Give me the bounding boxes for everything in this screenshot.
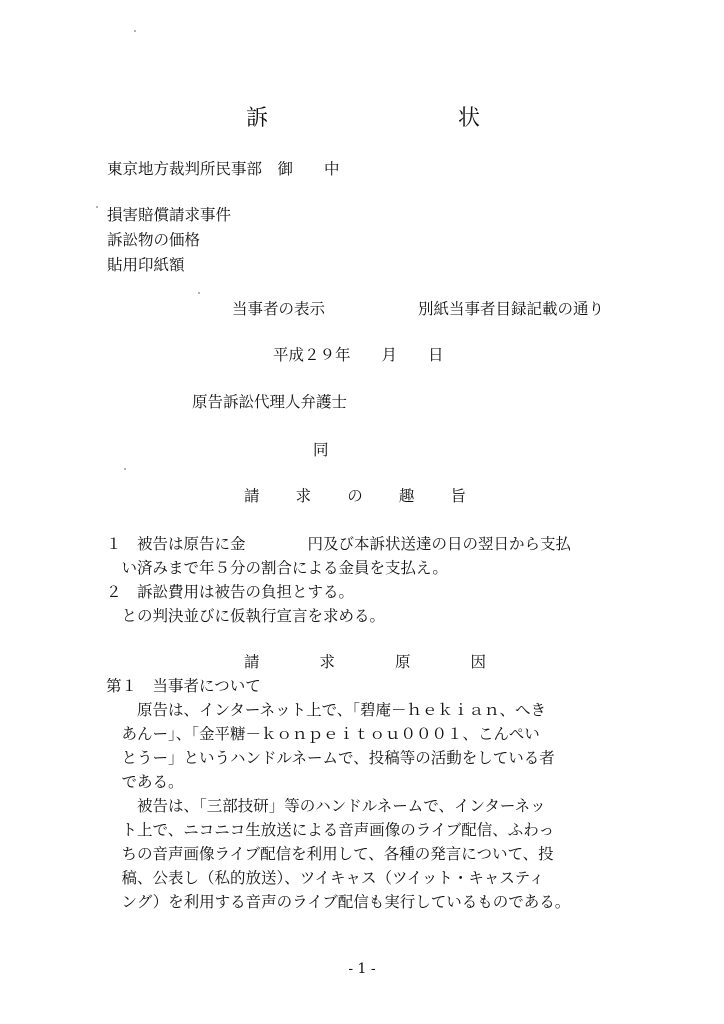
heading-char: 原 [394,653,411,671]
claim-value-label: 訴訟物の価格 [107,231,201,249]
heading-char: 請 [244,487,260,505]
heading-char: 求 [295,487,312,505]
parties-label: 当事者の表示 [232,300,326,318]
heading-char: 旨 [450,487,466,505]
heading-char: の [347,487,363,505]
attorney-label: 原告訴訟代理人弁護士 [192,393,348,411]
case-name: 損害賠償請求事件 [107,206,232,224]
cause-line: ト上で、ニコニコ生放送による音声画像のライブ配信、ふわっ [106,821,555,839]
heading-char: 求 [319,653,335,671]
scan-speck [96,206,98,208]
stamp-fee-label: 貼用印紙額 [107,256,185,274]
heading-char: 請 [244,653,260,671]
scan-speck [198,292,200,294]
purpose-line: い済みまで年５分の割合による金員を支払え。 [106,559,448,577]
cause-line: あんー」、「金平糖－ｋｏｎｐｅｉｔｏｕ０００１、こんぺい [106,725,540,743]
title-char-left: 訴 [246,106,269,131]
title-char-right: 状 [458,106,481,131]
parties-value: 別紙当事者目録記載の通り [418,300,605,318]
purpose-line: １ 被告は原告に金 円及び本訴状送達の日の翌日から支払 [106,535,572,553]
attorney-same: 同 [313,441,329,459]
cause-line: とうー」というハンドルネームで、投稿等の活動をしている者 [106,749,555,767]
heading-claim-purpose [244,489,466,505]
purpose-line: ２ 訴訟費用は被告の負担とする。 [106,583,355,601]
cause-line: ング）を利用する音声のライブ配信も実行しているものである。 [106,893,571,911]
heading-char: 因 [470,653,486,671]
scan-speck [134,30,136,32]
cause-line: ちの音声画像ライブ配信を利用して、各種の発言について、投 [106,845,554,863]
cause-heading: 第１ 当事者について [106,677,261,695]
heading-claim-cause [244,655,486,671]
filing-date: 平成２９年 月 日 [273,346,444,364]
document-title [0,108,724,136]
heading-char: 趣 [398,487,415,505]
cause-line: 被告は、「三部技研」等のハンドルネームで、インターネッ [106,797,546,815]
scan-speck [124,468,126,470]
cause-line: である。 [106,773,184,791]
court-addressee: 東京地方裁判所民事部 御 中 [107,160,340,178]
page-number: - 1 - [348,961,376,977]
cause-line: 原告は、インターネット上で、「碧庵－ｈｅｋｉａｎ、へき [106,701,547,719]
purpose-line: との判決並びに仮執行宣言を求める。 [106,607,386,625]
cause-line: 稿、公表し（私的放送）、ツイキャス（ツイット・キャスティ [106,869,545,887]
